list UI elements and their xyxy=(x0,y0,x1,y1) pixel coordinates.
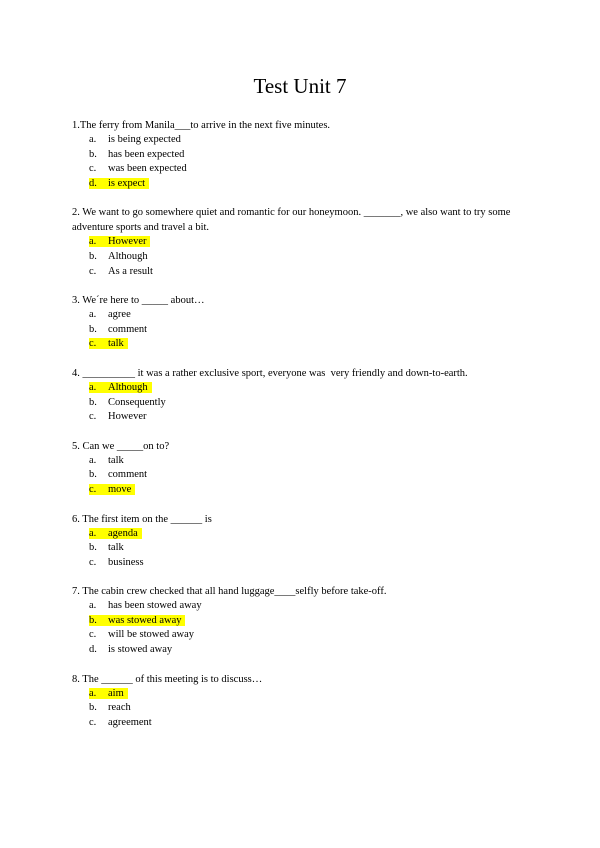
option-text: Although xyxy=(108,381,148,393)
question-text: 5. Can we _____on to? xyxy=(72,440,170,452)
option-text: comment xyxy=(108,469,148,481)
answer-content xyxy=(89,469,147,480)
highlighted-answer xyxy=(89,615,185,626)
question-8 xyxy=(72,672,532,731)
answer-content xyxy=(89,717,152,728)
option-text: talk xyxy=(108,454,124,466)
option-letter: b. xyxy=(89,702,97,714)
answer-option xyxy=(72,162,532,177)
answer-option xyxy=(72,133,532,148)
answer-content xyxy=(89,629,194,640)
answer-option xyxy=(72,527,532,542)
option-text: However xyxy=(108,236,147,248)
question-text: 3. We´re here to _____ about… xyxy=(72,295,205,307)
option-text: comment xyxy=(108,323,148,335)
option-text: is expect xyxy=(108,177,146,189)
answer-option xyxy=(72,250,532,265)
option-text: was been expected xyxy=(108,163,187,175)
answer-content xyxy=(89,134,181,145)
option-letter: b. xyxy=(89,323,97,335)
answer-content xyxy=(89,702,131,713)
answer-option xyxy=(72,701,532,716)
option-letter: a. xyxy=(89,687,97,699)
option-text: Consequently xyxy=(108,396,166,408)
option-letter: b. xyxy=(89,250,97,262)
answer-option xyxy=(72,323,532,338)
answer-option xyxy=(72,628,532,643)
option-letter: a. xyxy=(89,309,97,321)
option-text: is being expected xyxy=(108,134,181,145)
option-letter: c. xyxy=(89,338,97,350)
option-text: move xyxy=(108,483,132,495)
option-text: was stowed away xyxy=(108,614,182,626)
answer-content xyxy=(89,309,131,320)
option-text: As a result xyxy=(108,265,153,277)
option-text: talk xyxy=(108,338,124,350)
answer-options xyxy=(72,687,532,731)
option-letter: a. xyxy=(89,236,97,248)
option-text: Although xyxy=(108,250,148,262)
answer-content xyxy=(89,251,148,262)
question-list xyxy=(72,118,532,744)
answer-option xyxy=(72,541,532,556)
option-letter: c. xyxy=(89,483,97,495)
question-5 xyxy=(72,439,532,498)
answer-content xyxy=(89,542,124,553)
answer-content xyxy=(89,411,146,422)
highlighted-answer xyxy=(89,484,135,495)
question-text: 6. The first item on the ______ is xyxy=(72,513,212,525)
answer-options xyxy=(72,454,532,498)
answer-options xyxy=(72,133,532,191)
question-7 xyxy=(72,584,532,657)
answer-option xyxy=(72,177,532,192)
answer-content xyxy=(89,266,153,277)
option-letter: b. xyxy=(89,148,97,160)
question-4 xyxy=(72,366,532,425)
highlighted-answer xyxy=(89,338,128,349)
answer-option xyxy=(72,716,532,731)
option-text: aim xyxy=(108,687,124,699)
option-letter: b. xyxy=(89,614,97,626)
answer-content xyxy=(89,557,144,568)
answer-option xyxy=(72,468,532,483)
option-letter: c. xyxy=(89,411,97,423)
answer-content xyxy=(89,163,187,174)
answer-option xyxy=(72,410,532,425)
option-letter: d. xyxy=(89,644,97,656)
question-2 xyxy=(72,205,532,279)
answer-option xyxy=(72,687,532,702)
answer-content xyxy=(89,644,172,655)
highlighted-answer xyxy=(89,236,150,247)
answer-option xyxy=(72,454,532,469)
answer-options xyxy=(72,381,532,425)
question-text: 8. The ______ of this meeting is to discuss… xyxy=(72,673,263,685)
highlighted-answer xyxy=(89,178,149,189)
option-letter: c. xyxy=(89,265,97,277)
option-text: business xyxy=(108,556,144,568)
option-letter: d. xyxy=(89,177,97,189)
question-3 xyxy=(72,293,532,352)
answer-options xyxy=(72,308,532,352)
option-text: is stowed away xyxy=(108,644,173,656)
answer-content xyxy=(89,455,124,466)
answer-option xyxy=(72,556,532,571)
answer-options xyxy=(72,235,532,279)
option-letter: b. xyxy=(89,396,97,408)
highlighted-answer xyxy=(89,528,142,539)
question-1 xyxy=(72,118,532,191)
answer-content xyxy=(89,600,202,611)
question-text: 4. __________ it was a rather exclusive sport, everyone was very friendly and down-to-earth. xyxy=(72,367,468,379)
answer-option xyxy=(72,599,532,614)
option-letter: b. xyxy=(89,469,97,481)
option-text: agreement xyxy=(108,716,152,728)
answer-option xyxy=(72,308,532,323)
answer-content xyxy=(89,397,166,408)
answer-option xyxy=(72,265,532,280)
answer-option xyxy=(72,396,532,411)
question-6 xyxy=(72,512,532,571)
option-text: agenda xyxy=(108,527,138,539)
option-letter: a. xyxy=(89,134,97,145)
answer-option xyxy=(72,337,532,352)
option-letter: c. xyxy=(89,716,97,728)
option-letter: a. xyxy=(89,381,97,393)
highlighted-answer xyxy=(89,382,152,393)
option-text: talk xyxy=(108,542,124,554)
option-letter: a. xyxy=(89,527,97,539)
answer-options xyxy=(72,527,532,571)
option-text: reach xyxy=(108,702,131,714)
option-letter: c. xyxy=(89,556,97,568)
answer-option xyxy=(72,235,532,250)
option-letter: b. xyxy=(89,542,97,554)
option-letter: a. xyxy=(89,600,97,612)
question-text: 2. We want to go somewhere quiet and romantic for our honeymoon. _______, we also want to try some adventure sports and travel a bit. xyxy=(72,207,514,234)
option-letter: a. xyxy=(89,454,97,466)
option-text: has been expected xyxy=(108,148,185,160)
answer-options xyxy=(72,599,532,657)
answer-option xyxy=(72,381,532,396)
answer-option xyxy=(72,483,532,498)
option-text: agree xyxy=(108,309,131,321)
answer-content xyxy=(89,324,147,335)
question-text: 7. The cabin crew checked that all hand luggage____selfly before take-off. xyxy=(72,586,387,598)
option-letter: c. xyxy=(89,163,97,175)
answer-option xyxy=(72,148,532,163)
option-text: However xyxy=(108,411,147,423)
answer-option xyxy=(72,643,532,658)
answer-option xyxy=(72,614,532,629)
option-text: will be stowed away xyxy=(108,629,195,641)
option-text: has been stowed away xyxy=(108,600,202,612)
page-title: Test Unit 7 xyxy=(253,74,347,98)
question-text: 1.The ferry from Manila___to arrive in the next five minutes. xyxy=(72,120,331,131)
answer-content xyxy=(89,149,184,160)
highlighted-answer xyxy=(89,688,128,699)
option-letter: c. xyxy=(89,629,97,641)
